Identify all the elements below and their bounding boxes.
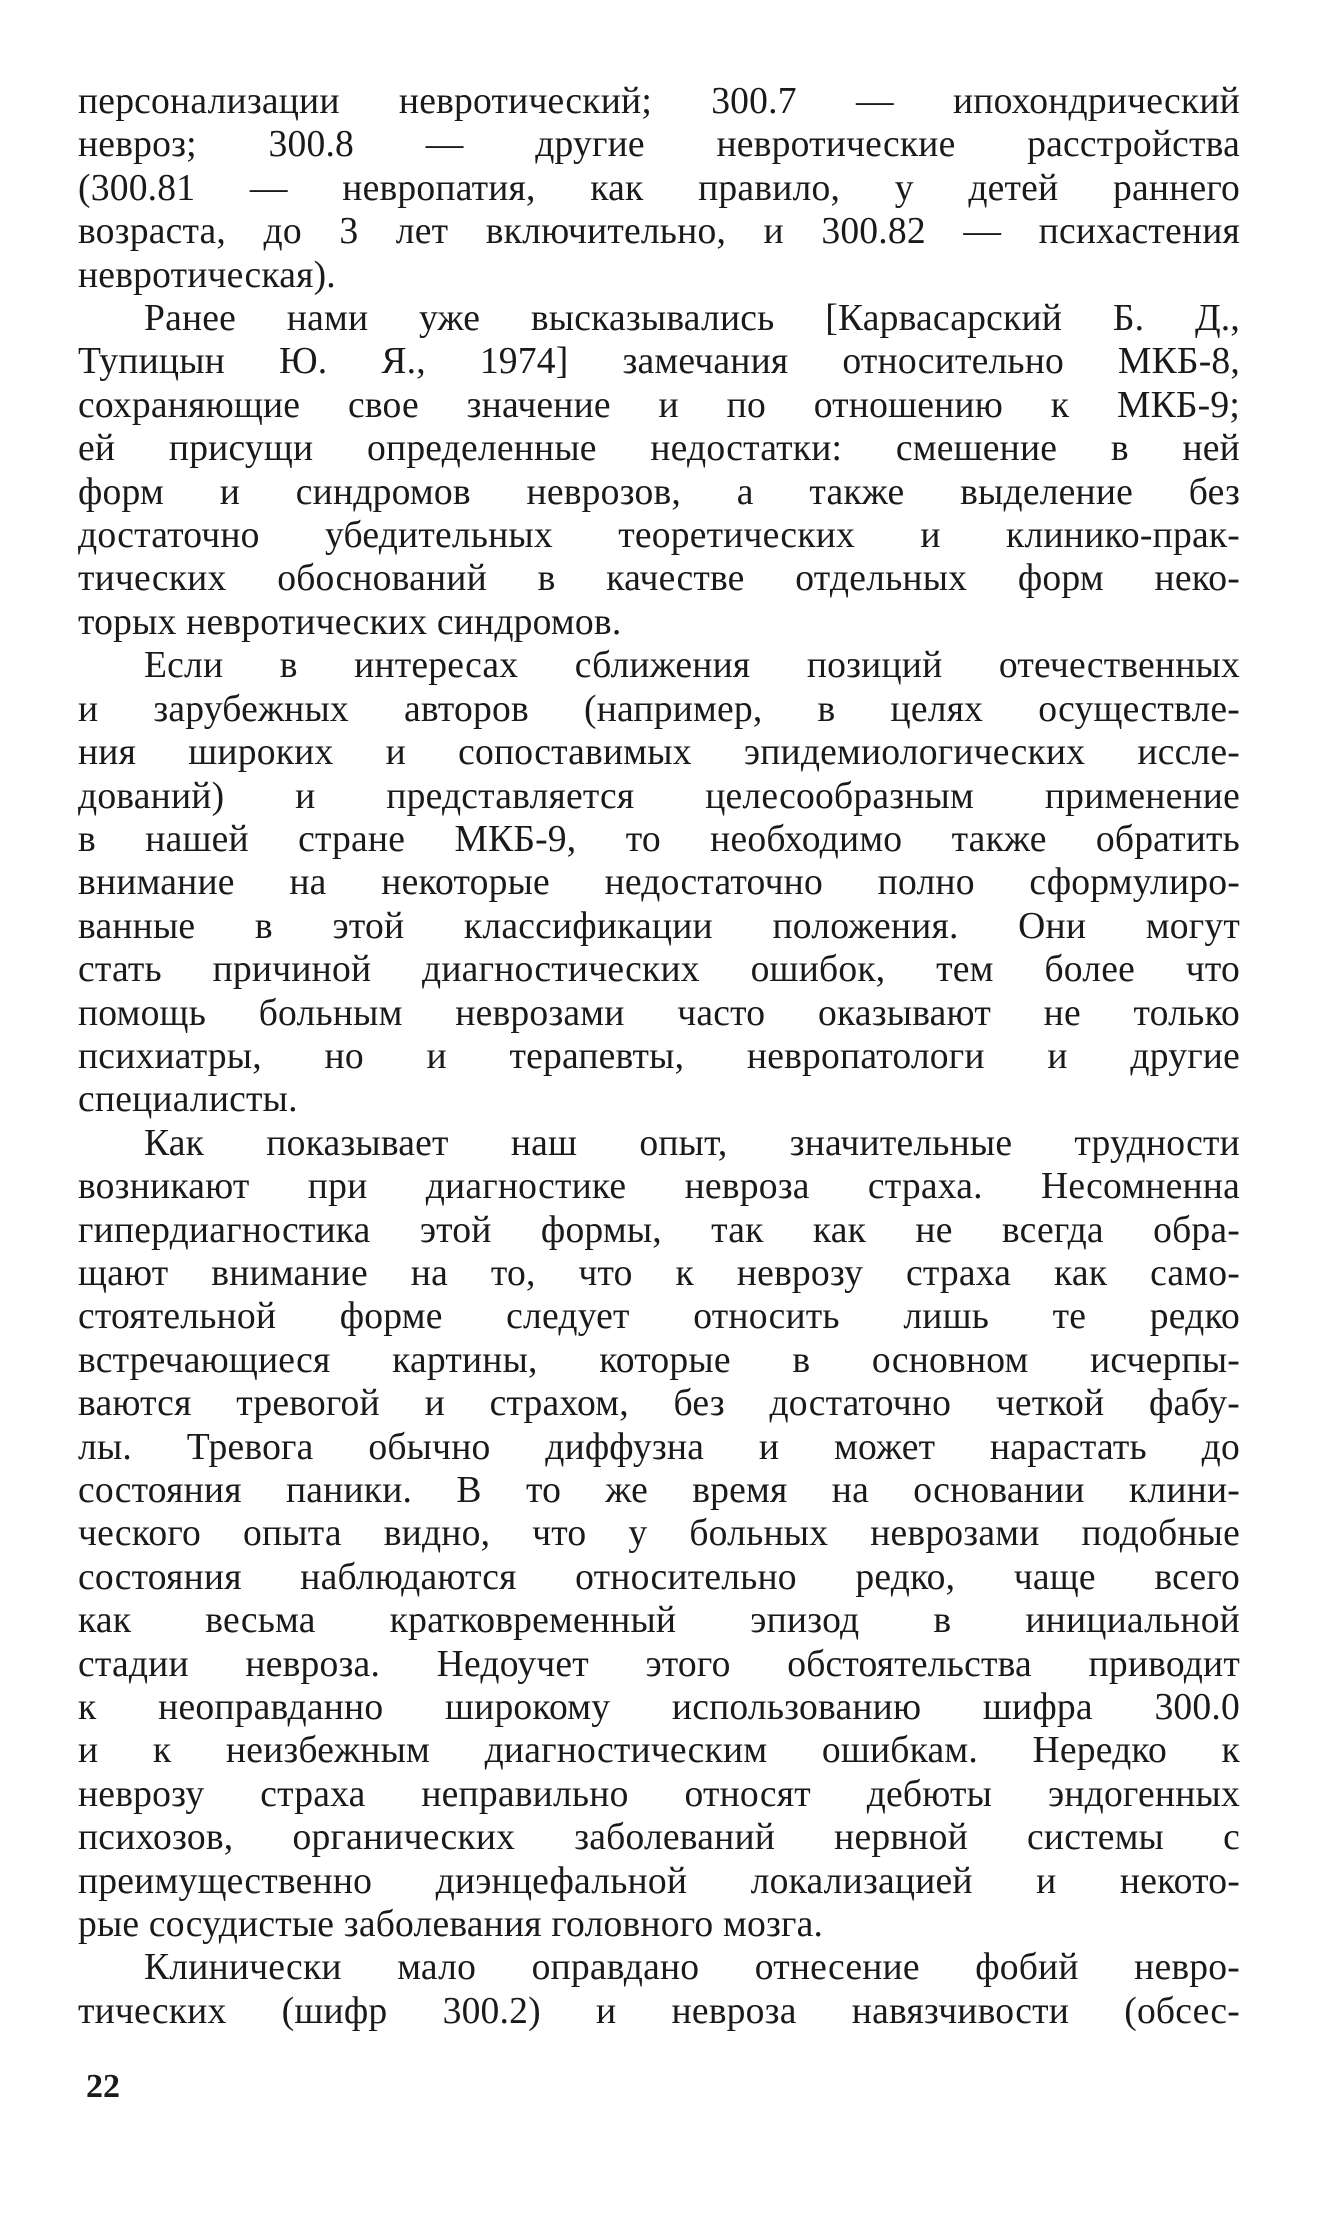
text-line: Клинически мало оправдано отнесение фобий невро- (144, 1947, 1240, 1989)
text-line: невроз; 300.8 — другие невротические расстройства (78, 124, 1240, 166)
text-line: стать причиной диагностических ошибок, тем более что (78, 949, 1240, 991)
text-line: к неоправданно широкому использованию шифра 300.0 (78, 1687, 1240, 1729)
text-line: торых невротических синдромов. (78, 601, 622, 643)
text-line: ния широких и сопоставимых эпидемиологических иссле- (78, 732, 1240, 774)
paragraph-5 (78, 1946, 1240, 2033)
paragraph-2 (78, 297, 1240, 644)
text-line: возникают при диагностике невроза страха. Несомненна (78, 1166, 1240, 1208)
page-body (78, 80, 1240, 2033)
text-line: Ранее нами уже высказывались [Карвасарский Б. Д., (144, 298, 1240, 340)
text-line: стоятельной форме следует относить лишь те редко (78, 1296, 1240, 1338)
page-number: 22 (86, 2068, 120, 2105)
text-line: щают внимание на то, что к неврозу страха как само- (78, 1252, 1240, 1294)
text-line: тических обоснований в качестве отдельных форм неко- (78, 558, 1240, 600)
text-line: в нашей стране МКБ-9, то необходимо также обратить (78, 818, 1240, 860)
paragraph-3 (78, 644, 1240, 1121)
text-line: и зарубежных авторов (например, в целях осуществле- (78, 688, 1240, 730)
text-line: лы. Тревога обычно диффузна и может нарастать до (78, 1426, 1240, 1468)
text-line: ванные в этой классификации положения. Они могут (78, 905, 1240, 947)
text-line: Тупицын Ю. Я., 1974] замечания относительно МКБ-8, (78, 341, 1240, 383)
text-line: ческого опыта видно, что у больных неврозами подобные (78, 1513, 1240, 1555)
paragraph-4 (78, 1122, 1240, 1947)
text-line: помощь больным неврозами часто оказывают не только (78, 992, 1240, 1034)
text-line: форм и синдромов неврозов, а также выделение без (78, 471, 1240, 513)
text-line: специалисты. (78, 1079, 298, 1121)
text-line: невротическая). (78, 254, 336, 296)
text-line: как весьма кратковременный эпизод в инициальной (78, 1600, 1240, 1642)
text-line: рые сосудистые заболевания головного мозга. (78, 1904, 824, 1946)
paragraph-1 (78, 80, 1240, 297)
text-line: достаточно убедительных теоретических и клинико-прак- (78, 515, 1240, 557)
text-line: стадии невроза. Недоучет этого обстоятельства приводит (78, 1643, 1240, 1685)
text-line: и к неизбежным диагностическим ошибкам. Нередко к (78, 1730, 1240, 1772)
text-line: состояния паники. В то же время на основании клини- (78, 1470, 1240, 1511)
text-line: Как показывает наш опыт, значительные трудности (144, 1122, 1240, 1164)
text-line: психозов, органических заболеваний нервной системы с (78, 1817, 1240, 1859)
text-line: преимущественно диэнцефальной локализацией и некото- (78, 1860, 1240, 1902)
text-line: сохраняющие свое значение и по отношению к МКБ-9; (78, 384, 1240, 426)
text-line: внимание на некоторые недостаточно полно сформулиро- (78, 862, 1240, 904)
text-line: неврозу страха неправильно относят дебюты эндогенных (78, 1773, 1240, 1815)
text-line: состояния наблюдаются относительно редко, чаще всего (78, 1556, 1240, 1598)
text-line: (300.81 — невропатия, как правило, у детей раннего (78, 167, 1240, 209)
text-line: встречающиеся картины, которые в основном исчерпы- (78, 1339, 1240, 1381)
text-line: гипердиагностика этой формы, так как не всегда обра- (78, 1209, 1240, 1251)
text-line: возраста, до 3 лет включительно, и 300.82 — психастения (78, 211, 1240, 253)
text-line: тических (шифр 300.2) и невроза навязчивости (обсес- (78, 1990, 1240, 2032)
text-line: персонализации невротический; 300.7 — ипохондрический (78, 81, 1240, 122)
text-line: психиатры, но и терапевты, невропатологи и другие (78, 1035, 1240, 1077)
text-line: дований) и представляется целесообразным применение (78, 775, 1240, 817)
text-line: ваются тревогой и страхом, без достаточно четкой фабу- (78, 1383, 1240, 1425)
text-line: Если в интересах сближения позиций отечественных (144, 645, 1240, 687)
text-line: ей присущи определенные недостатки: смешение в ней (78, 428, 1240, 470)
